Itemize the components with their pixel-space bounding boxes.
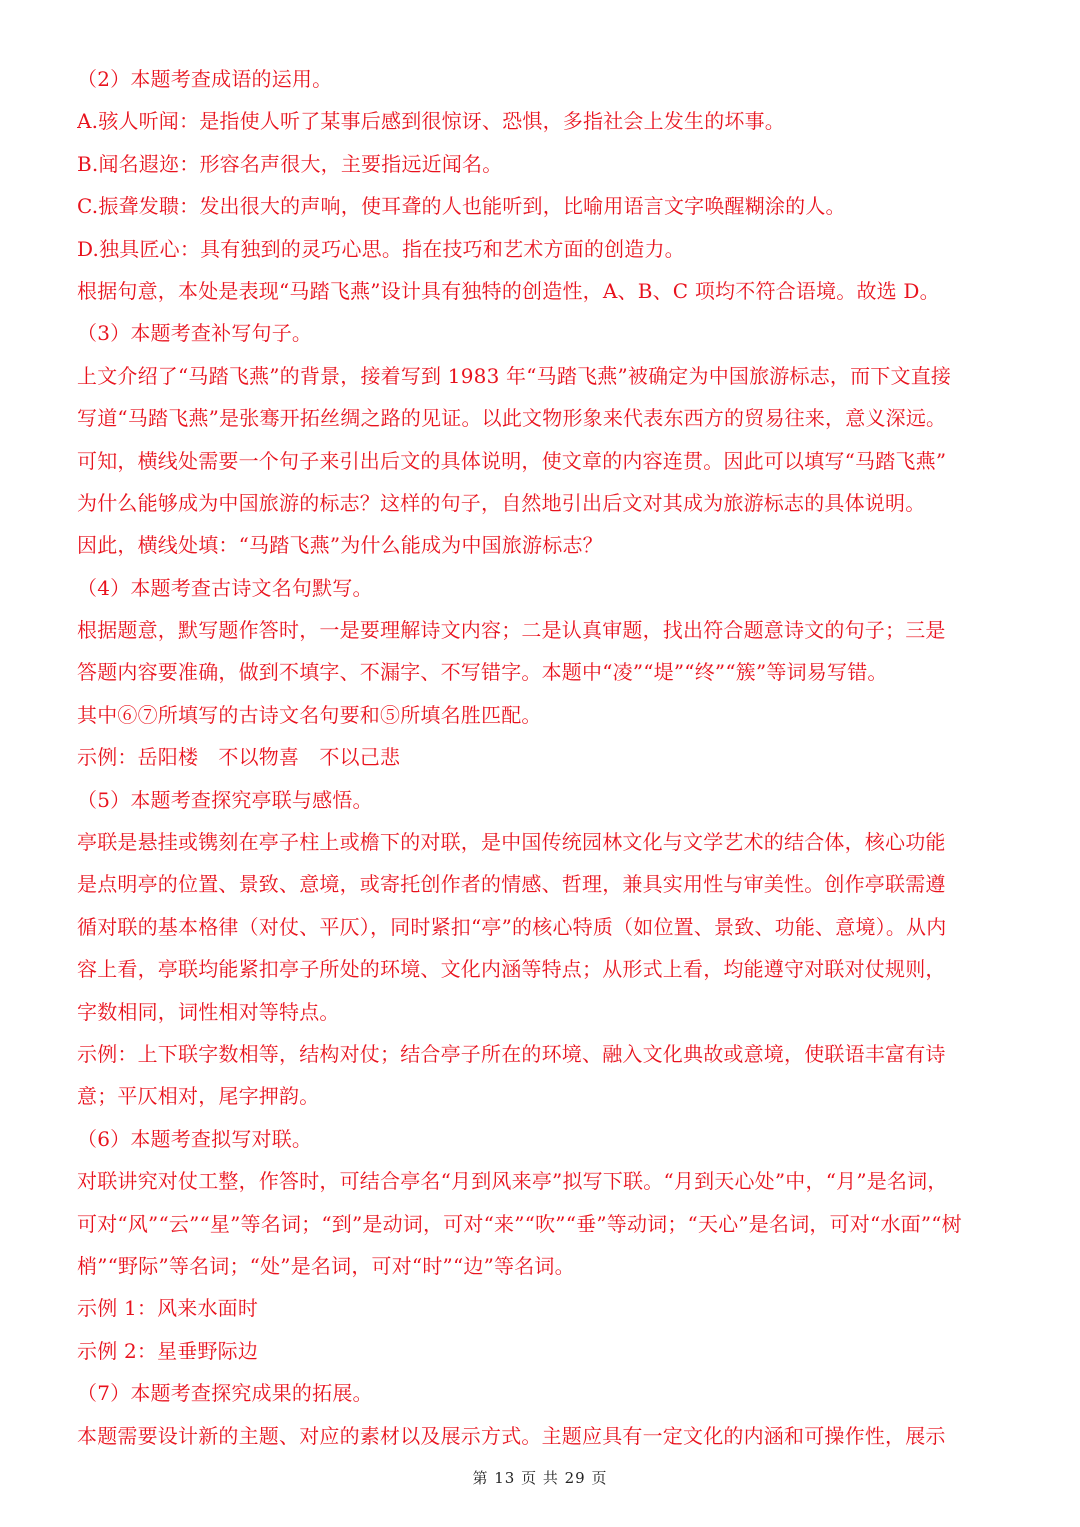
text-line: 因此，横线处填：“马踏飞燕”为什么能成为中国旅游标志？	[77, 533, 603, 558]
text-line: 写道“马踏飞燕”是张骞开拓丝绸之路的见证。以此文物形象来代表东西方的贸易往来，意义深远。	[77, 406, 947, 431]
text-line: 容上看，亭联均能紧扣亭子所处的环境、文化内涵等特点；从形式上看，均能遵守对联对仗规则，	[77, 957, 946, 982]
text-line: 亭联是悬挂或镌刻在亭子柱上或檐下的对联，是中国传统园林文化与文学艺术的结合体，核心功能	[77, 830, 946, 855]
text-line: A.骇人听闻：是指使人听了某事后感到很惊讶、恐惧，多指社会上发生的坏事。	[77, 109, 786, 134]
text-line: 对联讲究对仗工整，作答时，可结合亭名“月到风来亭”拟写下联。“月到天心处”中，“月”是名词，	[77, 1169, 948, 1194]
text-line: 可对“风”“云”“星”等名词；“到”是动词，可对“来”“吹”“垂”等动词；“天心”是名词，可对“水面”“树	[77, 1211, 962, 1236]
answer-text-body	[77, 58, 1007, 1457]
text-line: D.独具匠心：具有独到的灵巧心思。指在技巧和艺术方面的创造力。	[77, 236, 685, 261]
text-line: （6）本题考查拟写对联。	[77, 1126, 313, 1151]
text-line: 梢”“野际”等名词；“处”是名词，可对“时”“边”等名词。	[77, 1253, 575, 1278]
text-line: （7）本题考查探究成果的拓展。	[77, 1381, 373, 1406]
text-line: 其中⑥⑦所填写的古诗文名句要和⑤所填名胜匹配。	[77, 702, 542, 727]
text-line: 本题需要设计新的主题、对应的素材以及展示方式。主题应具有一定文化的内涵和可操作性，展示	[77, 1423, 946, 1448]
text-line: C.振聋发聩：发出很大的声响，使耳聋的人也能听到，比喻用语言文字唤醒糊涂的人。	[77, 194, 846, 219]
text-line: （3）本题考查补写句子。	[77, 321, 313, 346]
page-footer: 第 13 页 共 29 页	[472, 1469, 608, 1487]
text-line: 根据题意，默写题作答时，一是要理解诗文内容；二是认真审题，找出符合题意诗文的句子；三是	[77, 618, 946, 643]
text-line: 答题内容要准确，做到不填字、不漏字、不写错字。本题中“凌”“堤”“终”“簇”等词易写错。	[77, 660, 888, 685]
text-line: 上文介绍了“马踏飞燕”的背景，接着写到 1983 年“马踏飞燕”被确定为中国旅游标志，而下文直接	[77, 363, 952, 388]
text-line: 为什么能够成为中国旅游的标志？这样的句子，自然地引出后文对其成为旅游标志的具体说明。	[77, 490, 926, 515]
text-line: 示例：上下联字数相等，结构对仗；结合亭子所在的环境、融入文化典故或意境，使联语丰富有诗	[77, 1041, 946, 1066]
text-line: 可知，横线处需要一个句子来引出后文的具体说明，使文章的内容连贯。因此可以填写“马踏飞燕”	[77, 448, 947, 473]
text-line: B.闻名遐迩：形容名声很大，主要指远近闻名。	[77, 151, 503, 176]
text-line: 示例 1：风来水面时	[77, 1296, 259, 1321]
text-line: 是点明亭的位置、景致、意境，或寄托创作者的情感、哲理，兼具实用性与审美性。创作亭联需遵	[77, 872, 946, 897]
text-line: （5）本题考查探究亭联与感悟。	[77, 787, 373, 812]
text-line: 示例 2：星垂野际边	[77, 1338, 259, 1363]
text-line: 意；平仄相对，尾字押韵。	[77, 1084, 320, 1109]
text-line: 根据句意，本处是表现“马踏飞燕”设计具有独特的创造性，A、B、C 项均不符合语境。故选 D。	[77, 278, 940, 303]
text-line: 示例：岳阳楼 不以物喜 不以己悲	[77, 745, 401, 770]
text-line: 循对联的基本格律（对仗、平仄），同时紧扣“亭”的核心特质（如位置、景致、功能、意境）。从内	[77, 914, 947, 939]
text-line: （4）本题考查古诗文名句默写。	[77, 575, 373, 600]
text-line: （2）本题考查成语的运用。	[77, 67, 333, 91]
text-line: 字数相同，词性相对等特点。	[77, 999, 340, 1024]
